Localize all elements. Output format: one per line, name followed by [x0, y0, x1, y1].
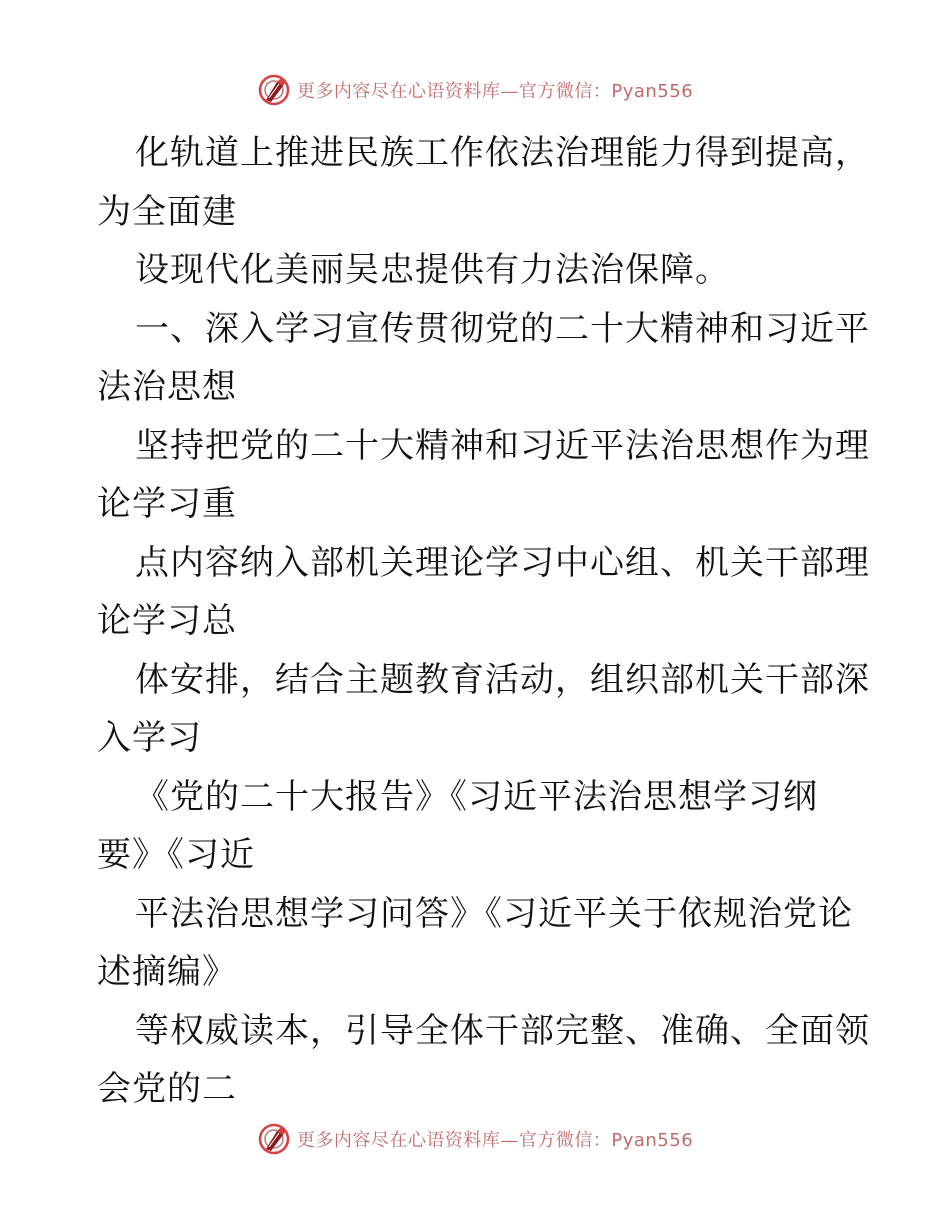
section-heading-line: 一、深入学习宣传贯彻党的二十大精神和习近平 — [135, 308, 870, 349]
header-banner-label: 更多内容尽在心语资料库—官方微信： — [296, 81, 612, 102]
header-watermark-banner — [0, 70, 950, 110]
body-line: 设现代化美丽吴忠提供有力法治保障。 — [135, 250, 730, 290]
body-line: 平法治思想学习问答》《习近平关于依规治党论 — [135, 893, 853, 934]
section-heading-line: 法治思想 — [97, 367, 237, 407]
footer-watermark-banner — [0, 1119, 950, 1159]
body-line: 论学习重 — [97, 484, 237, 524]
body-line: 述摘编》 — [97, 952, 237, 992]
header-banner-wechat-id: Pyan556 — [611, 81, 694, 102]
body-line: 体安排，结合主题教育活动，组织部机关干部深 — [135, 659, 870, 700]
pen-nib-logo-icon — [257, 73, 291, 107]
body-line: 论学习总 — [97, 601, 237, 641]
footer-banner-text — [297, 1126, 693, 1152]
body-line: 点内容纳入部机关理论学习中心组、机关干部理 — [135, 542, 870, 583]
body-line: 化轨道上推进民族工作依法治理能力得到提高， — [135, 133, 870, 173]
footer-banner-wechat-id: Pyan556 — [611, 1130, 694, 1151]
body-line: 要》《习近 — [97, 835, 255, 875]
pen-nib-logo-icon — [257, 1122, 291, 1156]
document-body — [97, 124, 870, 1119]
body-line: 入学习 — [97, 718, 202, 758]
header-banner-text — [297, 77, 693, 103]
body-line: 《党的二十大报告》《习近平法治思想学习纲 — [135, 776, 818, 817]
body-line: 会党的二 — [97, 1069, 237, 1109]
footer-banner-label: 更多内容尽在心语资料库—官方微信： — [296, 1130, 612, 1151]
body-line: 等权威读本，引导全体干部完整、准确、全面领 — [135, 1010, 870, 1051]
body-line: 为全面建 — [97, 191, 237, 232]
body-line: 坚持把党的二十大精神和习近平法治思想作为理 — [135, 425, 870, 466]
